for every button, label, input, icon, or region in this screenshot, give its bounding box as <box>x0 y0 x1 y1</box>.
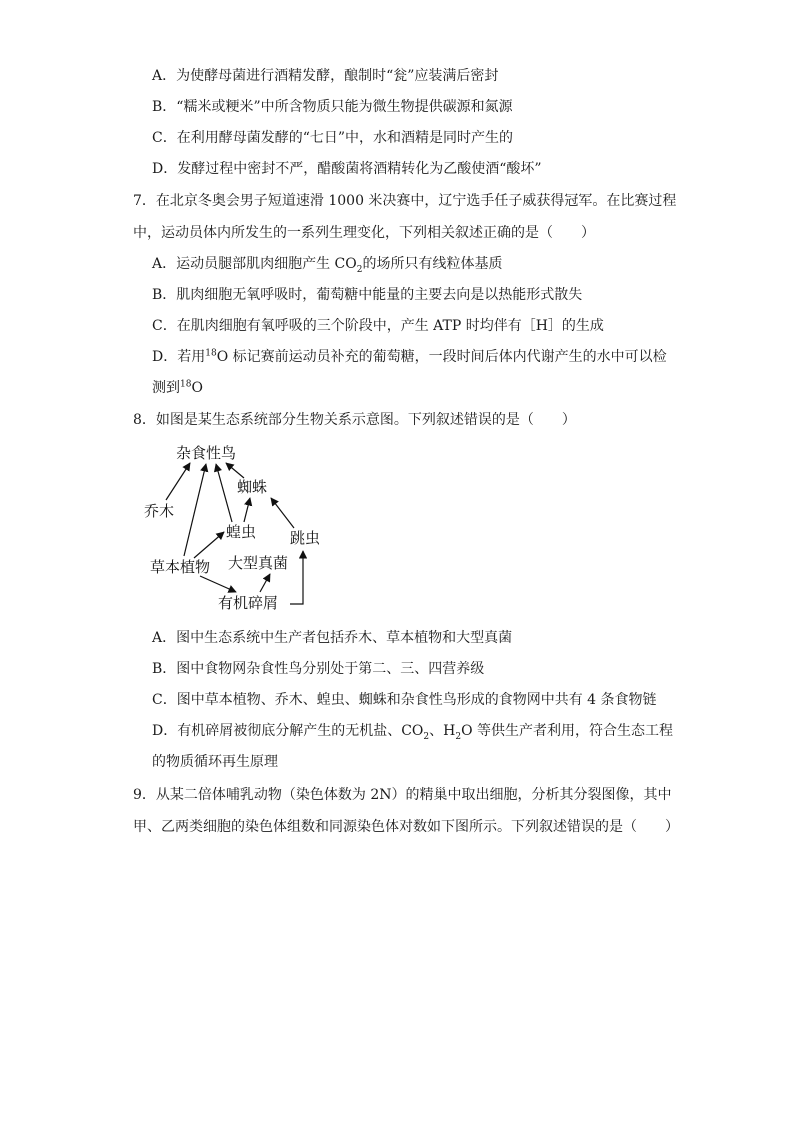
arrow-herb-to-bird <box>184 464 206 556</box>
q7-option-d-line2-text: 测到 <box>152 380 180 396</box>
node-tree: 乔木 <box>144 502 175 520</box>
q6-option-b: B．“糯米或粳米”中所含物质只能为微生物提供碳源和氮源 <box>152 99 513 115</box>
q9-stem-line1: 9．从某二倍体哺乳动物（染色体数为 2N）的精巢中取出细胞，分析其分裂图像，其中 <box>133 787 672 803</box>
node-locust: 蝗虫 <box>226 523 257 541</box>
q8-option-c: C．图中草本植物、乔木、蝗虫、蜘蛛和杂食性鸟形成的食物网中共有 4 条食物链 <box>152 692 657 708</box>
q7-option-c: C．在肌肉细胞有氧呼吸的三个阶段中，产生 ATP 时均伴有［H］的生成 <box>152 318 604 334</box>
food-web-diagram <box>140 436 340 616</box>
q7-stem-line1: 7．在北京冬奥会男子短道速滑 1000 米决赛中，辽宁选手任子威获得冠军。在比赛过程 <box>133 193 677 209</box>
q7-option-d-text: D．若用 <box>152 349 206 365</box>
q6-option-d: D．发酵过程中密封不严，醋酸菌将酒精转化为乙酸使酒“酸坏” <box>152 161 542 177</box>
arrow-spider-to-bird <box>226 463 244 478</box>
q7-option-d-line2-end: O <box>191 380 203 396</box>
q8-option-d-text-end: O 等供生产者利用，符合生态工程 <box>461 723 674 739</box>
q7-option-b: B．肌肉细胞无氧呼吸时，葡萄糖中能量的主要去向是以热能形式散失 <box>152 287 583 303</box>
q7-option-a-subscript: 2 <box>356 264 363 275</box>
q7-stem-line2: 中，运动员体内所发生的一系列生理变化，下列相关叙述正确的是（ ） <box>133 225 595 241</box>
q7-option-a <box>152 254 502 274</box>
q7-option-a-text-end: 的场所只有线粒体基质 <box>362 256 503 272</box>
arrow-tree-to-bird <box>166 463 190 500</box>
q8-option-d-text: D．有机碎屑被彻底分解产生的无机盐、CO <box>152 723 424 739</box>
q9-stem-line2: 甲、乙两类细胞的染色体组数和同源染色体对数如下图所示。下列叙述错误的是（ ） <box>133 819 679 835</box>
arrow-detritus-to-fungi <box>260 574 270 592</box>
q8-option-a: A．图中生态系统中生产者包括乔木、草本植物和大型真菌 <box>152 630 513 646</box>
q7-option-d <box>152 347 667 367</box>
q6-option-c: C．在利用酵母菌发酵的“七日”中，水和酒精是同时产生的 <box>152 130 514 146</box>
q7-option-d-text-end: O 标记赛前运动员补充的葡萄糖，一段时间后体内代谢产生的水中可以检 <box>216 349 667 365</box>
node-detritus: 有机碎屑 <box>218 594 279 612</box>
q8-option-d-subscript-h2o: 2 <box>455 731 462 742</box>
node-fungi: 大型真菌 <box>228 554 289 572</box>
node-spider: 蜘蛛 <box>237 478 268 496</box>
q8-option-b: B．图中食物网杂食性鸟分别处于第二、三、四营养级 <box>152 661 485 677</box>
q6-option-a: A．为使酵母菌进行酒精发酵，酿制时“瓮”应装满后密封 <box>152 68 499 84</box>
node-herb: 草本植物 <box>150 558 211 576</box>
q8-option-d-text-mid: 、H <box>429 723 456 739</box>
node-omnivorous-bird: 杂食性鸟 <box>176 444 237 462</box>
node-leafhopper: 跳虫 <box>290 529 321 547</box>
arrow-detritus-to-leafhopper <box>290 551 303 604</box>
arrow-herb-to-detritus <box>200 576 236 592</box>
q8-option-d-subscript-co2: 2 <box>423 731 430 742</box>
q7-option-a-text: A．运动员腿部肌肉细胞产生 CO <box>152 256 357 272</box>
arrow-herb-to-locust <box>194 532 224 558</box>
q8-option-d-line2: 的物质循环再生原理 <box>152 754 278 770</box>
arrow-leafhopper-to-spider <box>271 498 294 528</box>
arrow-locust-to-spider <box>244 498 250 522</box>
q7-option-d-line2-superscript: 18 <box>180 379 192 390</box>
q7-option-d-superscript: 18 <box>205 348 217 359</box>
q7-option-d-line2 <box>152 378 203 398</box>
q8-option-d <box>152 721 673 741</box>
q8-stem: 8．如图是某生态系统部分生物关系示意图。下列叙述错误的是（ ） <box>133 412 576 428</box>
arrow-locust-to-bird <box>216 464 232 522</box>
